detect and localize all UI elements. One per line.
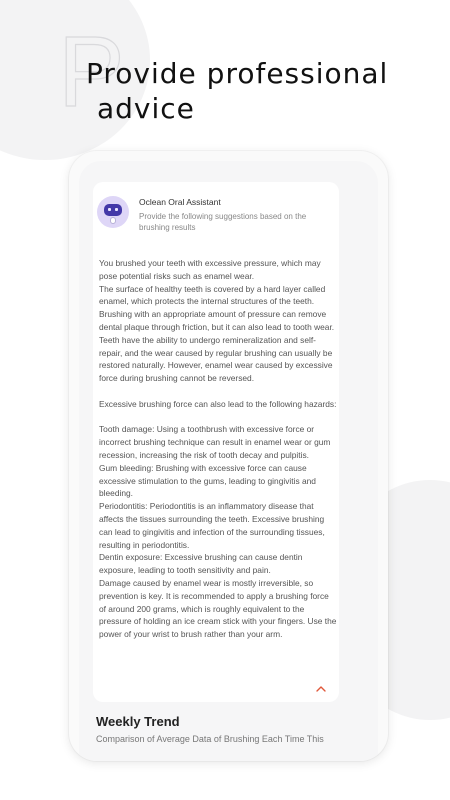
assistant-header xyxy=(97,193,337,243)
page-headline xyxy=(86,56,388,126)
assistant-avatar xyxy=(97,196,129,228)
headline-line-1: Provide professional xyxy=(86,57,389,90)
weekly-trend-title: Weekly Trend xyxy=(96,714,180,729)
chevron-up-icon[interactable] xyxy=(315,684,327,694)
assistant-subtitle: Provide the following suggestions based on the brushing results xyxy=(139,212,307,232)
background-letter: P xyxy=(58,16,125,128)
weekly-trend-subtitle: Comparison of Average Data of Brushing Each Time This xyxy=(96,734,324,744)
assistant-message-text: You brushed your teeth with excessive pressure, which may pose potential risks such as enamel wear. The surface of healthy teeth is covered by a hard layer called enamel, which protects the internal structures of the teeth. Brushing with an appropriate amount of pressure can remove dental plaque through friction, but it can also lead to tooth wear. Teeth have the ability to undergo remineralization and self-repair, and the wear caused by regular brushing can usually be restored naturally. However, enamel wear caused by excessive force during brushing cannot be reversed. Excessive brushing force can also lead to the following hazards: Tooth damage: Using a toothbrush with excessive force or incorrect brushing technique can result in enamel wear or gum recession, increasing the risk of tooth decay and pulpitis. Gum bleeding: Brushing with excessive force can cause excessive stimulation to the gums, leading to gingivitis and bleeding. Periodontitis: Periodontitis is an inflammatory disease that affects the tissues surrounding the teeth. Excessive brushing can lead to gingivitis and infection of the surrounding tissues, resulting in periodontitis. Dentin exposure: Excessive brushing can cause dentin exposure, leading to tooth sensitivity and pain. Damage caused by enamel wear is mostly irreversible, so prevention is key. It is recommended to apply a brushing force of around 200 grams, which is roughly equivalent to the pressure of holding an ice cream stick with your fingers. Use the power of your wrist to brush rather than your arm. xyxy=(99,258,337,640)
assistant-name: Oclean Oral Assistant xyxy=(139,197,221,207)
phone-frame xyxy=(69,151,388,761)
headline-line-2: advice xyxy=(97,92,195,125)
robot-icon xyxy=(104,204,122,216)
phone-screen xyxy=(79,161,378,761)
assistant-message-card xyxy=(93,182,339,702)
robot-badge-icon xyxy=(110,217,116,224)
